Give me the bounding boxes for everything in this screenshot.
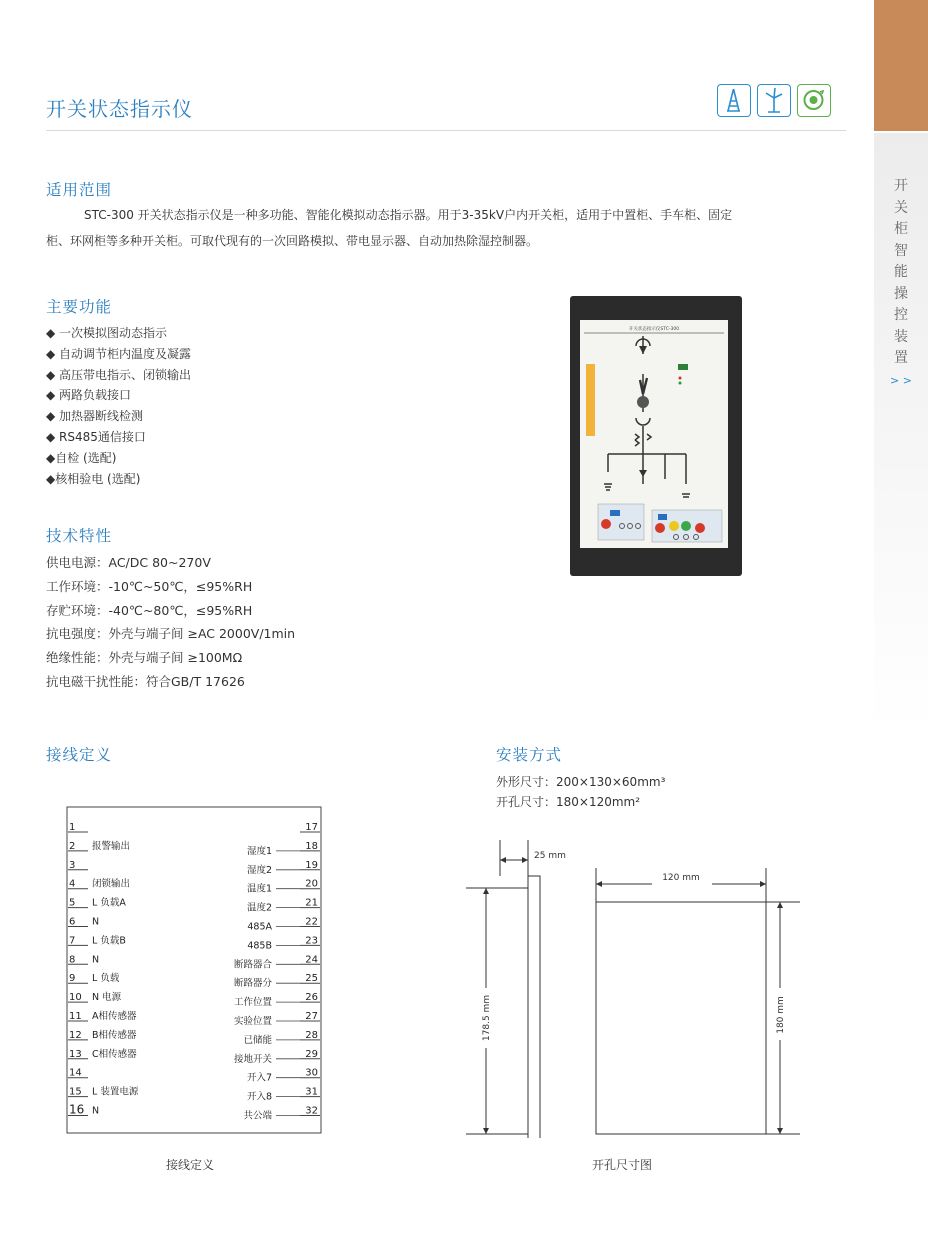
terminal-number: 19 [305,859,318,871]
specs-list [46,551,295,694]
title-divider [46,130,846,131]
scope-heading: 适用范围 [46,181,113,199]
terminal-number: 28 [305,1029,318,1041]
list-item: 供电电源：AC/DC 80~270V [46,555,211,570]
terminal-number: 12 [69,1029,82,1041]
terminal-label: 已储能 [243,1034,272,1046]
terminal-number: 25 [305,973,318,985]
wiring-heading: 接线定义 [46,746,113,764]
terminal-number: 4 [69,878,76,890]
terminal-number: 21 [305,897,318,909]
terminal-number: 10 [69,992,82,1004]
terminal-number: 26 [305,992,318,1004]
cutout-diagram [462,838,802,1142]
terminal-label: N 电源 [92,992,122,1004]
terminal-number: 2 [69,840,76,852]
list-item: 抗电磁干扰性能：符合GB/T 17626 [46,673,245,689]
terminal-number: 22 [305,916,318,928]
terminal-label: 温度1 [246,883,272,895]
side-tab-label: 开 关 柜 智 能 操 控 装 置 > > [874,176,928,391]
tower-icon [717,84,751,117]
terminal-number: 14 [69,1067,82,1079]
terminal-number: 6 [69,916,76,928]
list-item: ◆ 加热器断线检测 [46,409,144,424]
list-item: ◆自检 (选配) [46,450,117,465]
scope-line-1: STC-300 开关状态指示仪是一种多功能、智能化模拟动态指示器。用于3-35kV户内开关柜，适用于中置柜、手车柜、固定 [84,208,733,222]
list-item: ◆核相验电 (选配) [46,471,141,486]
terminal-number: 15 [69,1086,82,1098]
eco-cycle-icon [797,84,831,117]
list-item: 工作环境：-10℃~50℃，≤95%RH [46,578,253,594]
functions-list [46,323,191,489]
dim-width: 120 mm [662,873,700,883]
terminal-number: 23 [305,935,318,947]
terminal-number: 17 [305,822,318,833]
scope-text [46,202,846,254]
terminal-label: L 负载 [92,973,120,985]
terminal-number: 24 [305,954,318,966]
list-item: 抗电强度：外壳与端子间 ≥AC 2000V/1min [46,626,296,642]
terminal-label: 接地开关 [233,1053,272,1065]
list-item: ◆ 高压带电指示、闭锁输出 [46,367,192,382]
terminal-number: 30 [305,1067,318,1079]
terminal-label: 断路器分 [233,978,272,990]
terminal-label: 闭锁输出 [92,878,131,890]
terminal-number: 7 [69,935,76,947]
wiring-caption: 接线定义 [166,1158,215,1172]
product-photo-label: 开关状态指示仪STC-300 [628,327,680,332]
left-terminals [68,822,139,1117]
functions-heading: 主要功能 [46,298,113,316]
terminal-number: 1 [69,822,76,833]
terminal-label: 湿度1 [246,845,272,857]
outer-size: 外形尺寸：200×130×60mm³ [496,775,666,789]
terminal-label: 共公端 [243,1110,272,1122]
side-tab-arrow: > > [890,373,912,387]
terminal-label: 温度2 [246,902,272,914]
terminal-number: 27 [305,1011,318,1022]
dim-depth: 25 mm [534,851,566,861]
wiring-diagram [66,806,324,1140]
terminal-label: N [92,1105,100,1117]
terminal-number: 5 [69,897,76,909]
terminal-number: 11 [69,1011,82,1022]
list-item: ◆ 两路负载接口 [46,388,132,403]
install-heading: 安装方式 [496,746,563,764]
page-title: 开关状态指示仪 [46,97,193,121]
terminal-label: 开入7 [246,1072,272,1084]
terminal-label: N [92,954,100,966]
terminal-label: C相传感器 [92,1048,137,1060]
terminal-label: L 装置电源 [92,1086,139,1098]
specs-heading: 技术特性 [46,527,113,545]
cutout-caption: 开孔尺寸图 [592,1158,653,1172]
terminal-number: 16 [69,1102,85,1117]
install-specs [496,772,665,812]
terminal-number: 3 [69,859,76,871]
right-terminals [234,822,320,1122]
terminal-label: L 负载B [92,935,126,947]
terminal-label: 报警输出 [92,840,131,852]
dim-side-height: 178.5 mm [482,994,492,1042]
terminal-label: L 负载A [92,897,126,909]
terminal-label: N [92,916,100,928]
list-item: ◆ 自动调节柜内温度及凝露 [46,346,192,361]
list-item: 绝缘性能：外壳与端子间 ≥100MΩ [46,650,243,666]
wind-turbine-icon [757,84,791,117]
terminal-label: 断路器合 [233,959,272,971]
terminal-number: 8 [69,954,76,966]
cutout-size: 开孔尺寸：180×120mm² [496,795,641,809]
terminal-label: A相传感器 [92,1011,137,1022]
terminal-number: 29 [305,1048,318,1060]
terminal-number: 32 [305,1105,318,1117]
terminal-number: 18 [305,840,318,852]
terminal-number: 13 [69,1048,82,1060]
terminal-label: 工作位置 [233,997,272,1009]
list-item: ◆ 一次模拟图动态指示 [46,326,168,340]
terminal-label: 485B [247,940,272,952]
product-photo [568,294,744,582]
category-icons [717,84,837,117]
list-item: ◆ RS485通信接口 [46,429,146,444]
terminal-label: B相传感器 [92,1029,137,1041]
terminal-label: 485A [247,921,272,933]
terminal-number: 9 [69,973,76,985]
side-tab-accent [874,0,928,131]
terminal-label: 湿度2 [246,864,272,876]
dim-height: 180 mm [776,996,786,1034]
terminal-number: 31 [305,1086,318,1098]
side-tab [874,0,928,1257]
list-item: 存贮环境：-40℃~80℃，≤95%RH [46,602,253,618]
terminal-label: 开入8 [246,1091,272,1103]
scope-line-2: 柜、环网柜等多种开关柜。可取代现有的一次回路模拟、带电显示器、自动加热除湿控制器。 [46,234,539,248]
terminal-number: 20 [305,878,318,890]
terminal-label: 实验位置 [233,1016,272,1027]
